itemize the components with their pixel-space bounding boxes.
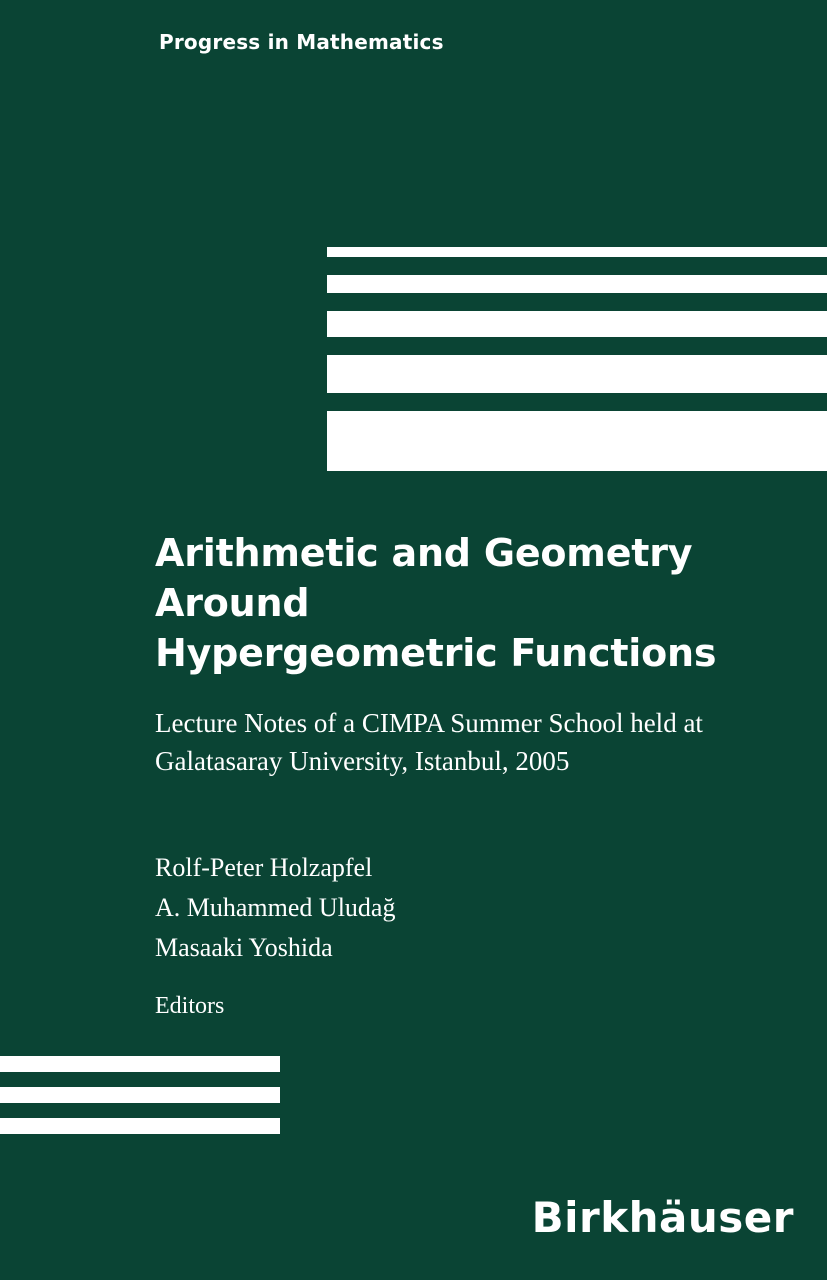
page-title bbox=[155, 528, 805, 678]
title-line-1: Arithmetic and Geometry bbox=[155, 531, 693, 575]
author-name: Masaaki Yoshida bbox=[155, 933, 333, 962]
decorative-bar bbox=[0, 1087, 280, 1103]
bottom-decorative-bars bbox=[0, 1056, 280, 1149]
author-name: A. Muhammed Uludağ bbox=[155, 893, 396, 922]
title-line-3: Hypergeometric Functions bbox=[155, 631, 717, 675]
decorative-bar bbox=[327, 355, 827, 393]
decorative-bar bbox=[0, 1056, 280, 1072]
editors-label: Editors bbox=[155, 993, 225, 1019]
top-decorative-bars bbox=[327, 247, 827, 471]
decorative-bar bbox=[327, 275, 827, 293]
decorative-bar bbox=[327, 411, 827, 471]
author-name: Rolf-Peter Holzapfel bbox=[155, 853, 373, 882]
decorative-gap bbox=[327, 393, 827, 411]
decorative-bar bbox=[327, 247, 827, 257]
subtitle bbox=[155, 704, 805, 780]
publisher-logo: Birkhäuser bbox=[531, 1193, 794, 1242]
decorative-gap bbox=[327, 337, 827, 355]
series-title: Progress in Mathematics bbox=[159, 30, 444, 54]
subtitle-line-2: Galatasaray University, Istanbul, 2005 bbox=[155, 746, 570, 776]
subtitle-line-1: Lecture Notes of a CIMPA Summer School held at bbox=[155, 708, 703, 738]
title-line-2: Around bbox=[155, 581, 310, 625]
author-list bbox=[155, 848, 395, 1026]
decorative-gap bbox=[327, 257, 827, 275]
decorative-bar bbox=[327, 311, 827, 337]
decorative-bar bbox=[0, 1118, 280, 1134]
decorative-gap bbox=[327, 293, 827, 311]
title-block bbox=[155, 528, 805, 780]
